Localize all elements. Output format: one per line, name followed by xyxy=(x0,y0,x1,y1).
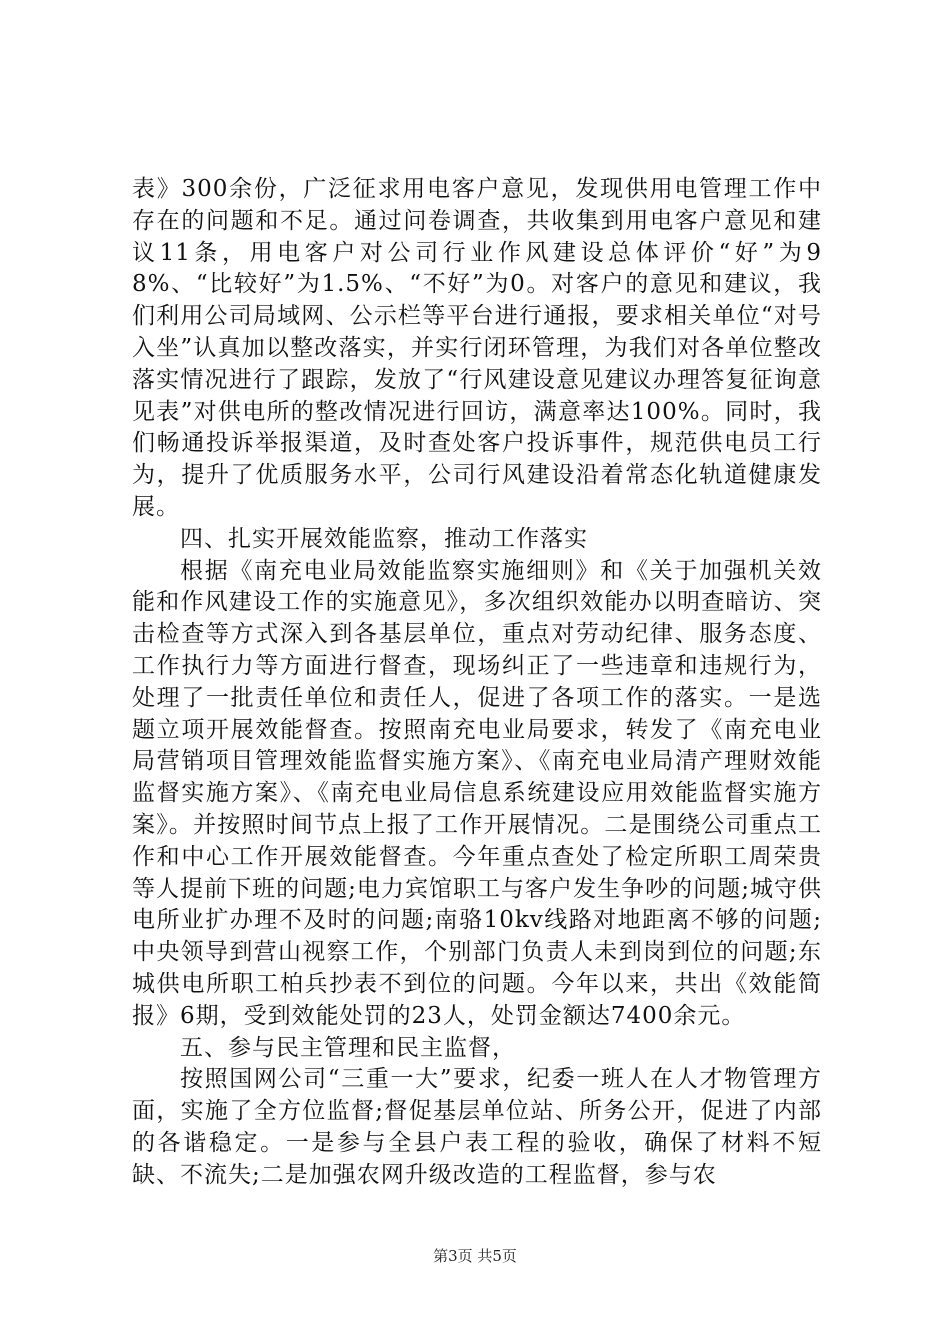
document-body xyxy=(132,174,822,1192)
page-footer: 第3页 共5页 xyxy=(433,1247,517,1265)
paragraph-efficiency-supervision: 根据《南充电业局效能监察实施细则》和《关于加强机关效能和作风建设工作的实施意见》，多次组织效能办以明查暗访、突击检查等方式深入到各基层单位，重点对劳动纪律、服务态度、工作执行力等方面进行督查，现场纠正了一些违章和违规行为，处理了一批责任单位和责任人，促进了各项工作的落实。一是选题立项开展效能督查。按照南充电业局要求，转发了《南充电业局营销项目管理效能监督实施方案》、《南充电业局清产理财效能监督实施方案》、《南充电业局信息系统建设应用效能监督实施方案》。并按照时间节点上报了工作开展情况。二是围绕公司重点工作和中心工作开展效能督查。今年重点查处了检定所职工周荣贵等人提前下班的问题;电力宾馆职工与客户发生争吵的问题;城守供电所业扩办理不及时的问题;南骆10kv线路对地距离不够的问题;中央领导到营山视察工作，个别部门负责人未到岗到位的问题;东城供电所职工柏兵抄表不到位的问题。今年以来，共出《效能简报》6期，受到效能处罚的23人，处罚金额达7400余元。 xyxy=(132,557,822,1029)
section-heading-4: 四、扎实开展效能监察，推动工作落实 xyxy=(180,525,588,552)
section-heading-5: 五、参与民主管理和民主监督， xyxy=(180,1034,516,1061)
paragraph-democratic-supervision: 按照国网公司“三重一大”要求，纪委一班人在人才物管理方面，实施了全方位监督;督促基层单位站、所务公开，促进了内部的各谐稳定。一是参与全县户表工程的验收，确保了材料不短缺、不流失;二是加强农网升级改造的工程监督，参与农 xyxy=(132,1066,822,1188)
paragraph-continuation: 表》300余份，广泛征求用电客户意见，发现供用电管理工作中存在的问题和不足。通过问卷调查，共收集到用电客户意见和建议11条，用电客户对公司行业作风建设总体评价“好”为98%、“比较好”为1.5%、“不好”为0。对客户的意见和建议，我们利用公司局域网、公示栏等平台进行通报，要求相关单位“对号入坐”认真加以整改落实，并实行闭环管理，为我们对各单位整改落实情况进行了跟踪，发放了“行风建设意见建议办理答复征询意见表”对供电所的整改情况进行回访，满意率达100%。同时，我们畅通投诉举报渠道，及时查处客户投诉事件，规范供电员工行为，提升了优质服务水平，公司行风建设沿着常态化轨道健康发展。 xyxy=(132,176,822,520)
